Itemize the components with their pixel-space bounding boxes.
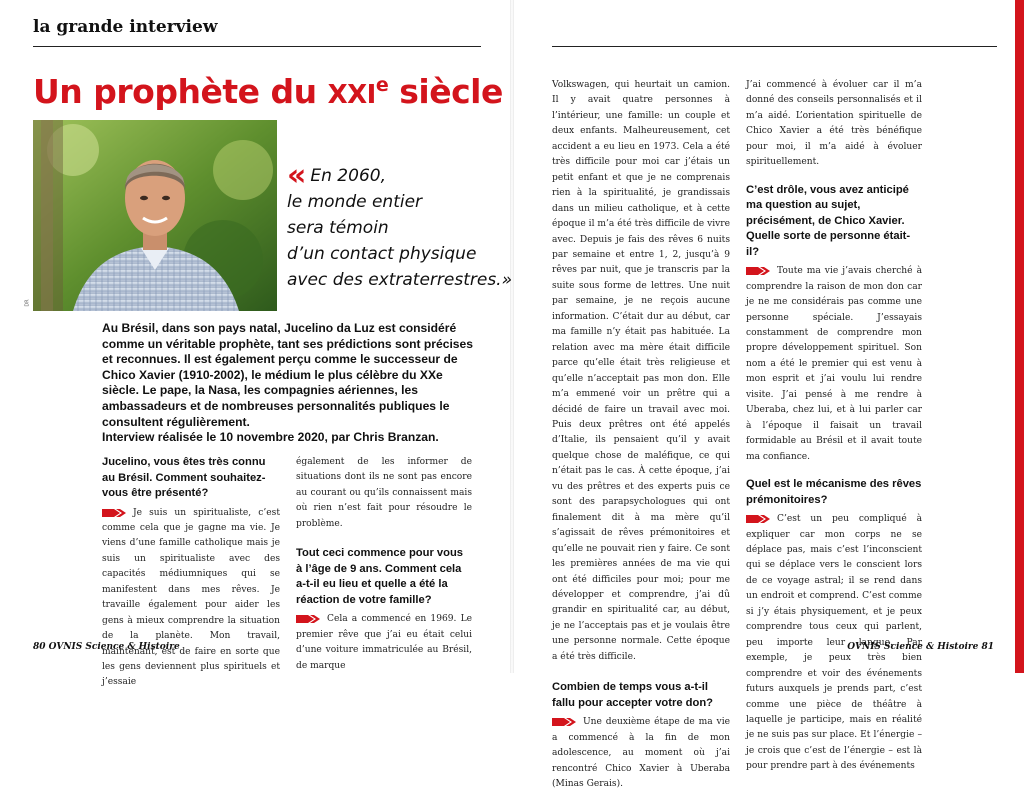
footer-left: 80 OVNIS Science & Histoire xyxy=(33,642,180,652)
answer-text: Je suis un spiritualiste, c’est comme cela que je gagne ma vie. Je viens d’une famille catholique mais je suis un spiritualiste avec des capacités médiumniques qui se manifestent dans mes rêves. Je travaille également pour aider les gens à mieux comprendre la situation de la planète. Mon travail, maintenant, est de faire en sorte que les gens deviennent plus spirituels et j’essaie xyxy=(102,507,280,688)
answer-arrow-icon xyxy=(552,715,580,729)
spine xyxy=(510,0,514,673)
section-label: la grande interview xyxy=(33,17,218,37)
answer-text: J’ai commencé à évoluer car il m’a donné des conseils personnalisés et il m’a aidé. L’orientation spirituelle de Chico Xavier a été très bénéfique pour moi, il m’a aidé à évoluer spirituellement. xyxy=(746,80,922,168)
article-title: Un prophète du XXIe siècle xyxy=(33,72,503,111)
question: Jucelino, vous êtes très connu au Brésil. Comment souhaitez-vous être présenté? xyxy=(102,456,266,499)
column-4 xyxy=(746,78,922,775)
quote-mark: « xyxy=(287,158,301,193)
question: C’est drôle, vous avez anticipé ma question au sujet, précisément, de Chico Xavier. Quelle sorte de personne était-il? xyxy=(746,183,911,258)
quote-line: sera témoin xyxy=(287,218,389,238)
quote-line: avec des extraterrestres.» xyxy=(287,270,513,290)
photo-credit: DR xyxy=(24,299,31,307)
answer-text: également de les informer de situations dont ils ne sont pas encore au courant ou qu’ils connaissent mais où rien n’est fait pour résoudre le problème. xyxy=(296,457,472,529)
quote-line: d’un contact physique xyxy=(287,244,477,264)
column-3 xyxy=(552,78,730,792)
footer-right: OVNIS Science & Histoire 81 xyxy=(847,642,994,652)
intro-byline: Interview réalisée le 10 novembre 2020, par Chris Branzan. xyxy=(102,430,439,445)
portrait-photo xyxy=(33,120,277,311)
answer-arrow-icon xyxy=(102,506,130,520)
header-rule-left xyxy=(33,46,481,47)
question: Tout ceci commence pour vous à l’âge de 9 ans. Comment cela a-t-il eu lieu et quelle a été la réaction de votre famille? xyxy=(296,547,464,606)
portrait-illustration xyxy=(33,120,277,311)
article-intro xyxy=(102,321,482,446)
header-rule-right xyxy=(552,46,997,47)
column-1 xyxy=(102,455,280,691)
answer-text: Toute ma vie j’avais cherché à comprendre la raison de mon don car je ne me considérais pas comme une personne spéciale. J’essayais constamment de comprendre mon propre développement spirituel. Son nom a été le premier qui est venu à mon esprit et j’ai voulu lui rendre visite. J’ai pensé à me rendre à Uberaba, chez lui, et à lui parler car à l’époque il faisait un travail formidable au Brésil et il avait toute ma confiance. xyxy=(746,266,922,462)
quote-line: le monde entier xyxy=(287,192,423,212)
pull-quote xyxy=(287,158,513,293)
question: Quel est le mécanisme des rêves prémonitoires? xyxy=(746,478,922,506)
answer-text: Volkswagen, qui heurtait un camion. Il y avait quatre personnes à l’intérieur, une famille: un couple et deux enfants. Malheureusement, cet accident a eu lieu en 1973. Cela a été très difficile pour moi car j’étais un petit enfant et que je ne comprenais rien à la spiritualité, je grandissais dans un milieu catholique, et à cette époque il m’a été très difficile de vivre avec. Depuis je fais des rêves 6 nuits par semaine et entre 1, 2, jusqu’à 9 rêves par nuit, que je transcris par la suite sous forme de lettres. Une nuit par semaine, je ne reçois aucune information. C’était dur au début, car ma famille n’y était pas habituée. La relation avec ma mère était difficile parce qu’elle était très religieuse et qu’elle n’acceptait pas mon don. Elle m’a emmené voir un prêtre qui a décidé de faire un travail avec moi. Puis deux prêtres ont été appelés d’Italie, ils pensaient qu’il y avait quelque chose de maléfique, ce qui n’était pas le cas. À cette époque, j’ai vu des prêtres et des experts puis ce sont des parapsychologues qui ont finalement dit à ma mère qu’il s’agissait de rêves prémonitoires et qu’elle ne pouvait rien y faire. Ce sont les premières années de ma vie qui ont été difficiles pour moi; pour me développer et comprendre, j’ai dû grandir en spiritualité car, au début, je ne l’acceptais pas et je voulais être une personne normale. Cette époque a été très difficile. xyxy=(552,80,730,662)
answer-text: C’est un peu compliqué à expliquer car mon corps ne se déplace pas, mais c’est l’inconscient qui se déplace vers le conscient lors de ce voyage astral; il se rend dans un endroit et comprend. C’est comme si j’y étais physiquement, et je peux comprendre tous ceux qui parlent, peu importe leur langue. Par exemple, je peux très bien comprendre et voir des événements futurs auxquels je prends part, c’est comme une pièce de théâtre à laquelle je participe, mais en réalité je ne suis pas sur place. Et l’énergie – je crois que c’est de l’énergie – est là pour prendre part à des événements xyxy=(746,514,922,772)
red-edge-bar xyxy=(1015,0,1024,673)
column-2 xyxy=(296,455,472,674)
answer-text: Une deuxième étape de ma vie a commencé à la fin de mon adolescence, au moment où j’ai rencontré Chico Xavier à Uberaba (Minas Gerais). xyxy=(552,717,730,790)
question: Combien de temps vous a-t-il fallu pour accepter votre don? xyxy=(552,681,714,709)
answer-text: Cela a commencé en 1969. Le premier rêve que j’ai eu était celui d’une voiture immatriculée au Brésil, de marque xyxy=(296,614,472,671)
quote-line: « En 2060, xyxy=(287,158,386,193)
answer-arrow-icon xyxy=(296,612,324,626)
answer-arrow-icon xyxy=(746,264,774,278)
answer-arrow-icon xyxy=(746,512,774,526)
intro-paragraph: Au Brésil, dans son pays natal, Jucelino da Luz est considéré comme un véritable prophète, tant ses prédictions sont précises et reconnues. Il est également perçu comme le successeur de Chico Xavier (1910-2002), le médium le plus célèbre du XXe siècle. Le pape, la Nasa, les compagnies aériennes, les ambassadeurs et de nombreuses personnalités publiques le consultent régulièrement. xyxy=(102,321,473,429)
